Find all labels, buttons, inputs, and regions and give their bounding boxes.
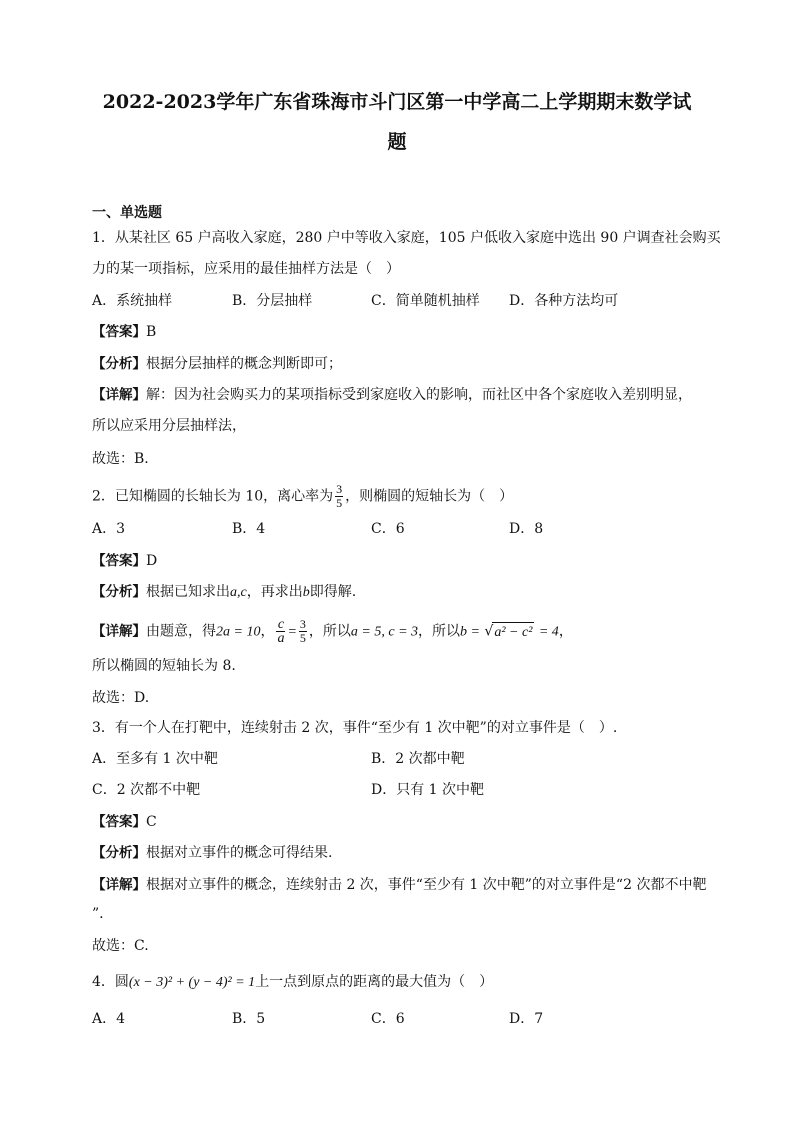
document-title (90, 82, 704, 162)
q2-option-b: B．4 (232, 521, 266, 537)
q1-stem-line-1: 1．从某社区 65 户高收入家庭，280 户中等收入家庭，105 户低收入家庭中选出 90 户调查社会购买 (92, 230, 721, 246)
detail-tag: 【详解】 (92, 877, 146, 893)
q4-option-b: B．5 (232, 1011, 266, 1027)
analysis-tag: 【分析】 (92, 584, 146, 600)
sqrt-content: a² − c² (492, 622, 534, 643)
q4-stem: 4．圆(x − 3)² + (y − 4)² = 1上一点到原点的距离的最大值为（ ） (92, 974, 494, 990)
title-line-2: 题 (387, 131, 407, 153)
q1-analysis (92, 354, 342, 374)
q1-detail-line-1 (92, 385, 692, 405)
q2-stem-b: ，则椭圆的短轴长为（ ） (345, 488, 514, 505)
answer-value: B (146, 324, 157, 340)
title-line-1: 2022-2023学年广东省珠海市斗门区第一中学高二上学期期末数学试 (102, 91, 692, 113)
q1-detail-line-2: 所以应采用分层抽样法， (92, 418, 246, 434)
circle-equation: (x − 3)² + (y − 4)² = 1 (128, 975, 256, 990)
q4-option-c: C．6 (371, 1011, 405, 1027)
q2-fraction: $\frac{3}{5}$ (336, 482, 343, 510)
q1-option-a: A．系统抽样 (92, 293, 173, 309)
fraction-c-over-a: $\frac{c}{a}$ (277, 617, 285, 646)
q3-option-b: B．2 次都中靶 (371, 751, 465, 767)
q1-option-b: B．分层抽样 (232, 293, 313, 309)
q2-stem-a: 2．已知椭圆的长轴长为 10，离心率为 (92, 488, 334, 505)
answer-tag: 【答案】 (92, 553, 146, 569)
q3-option-d: D．只有 1 次中靶 (371, 782, 485, 798)
analysis-text: 根据分层抽样的概念判断即可； (146, 356, 342, 372)
detail-tag: 【详解】 (92, 387, 146, 403)
q2-detail-line-1: 【详解】由题意，得2a = 10， $\frac{c}{a}$ = $\frac{3}{5}$ ，所以a = 5, c = 3，所以b = √a² − c² = 4， (92, 617, 573, 646)
analysis-tag: 【分析】 (92, 356, 146, 372)
math-b: b (302, 585, 310, 600)
fraction-3-over-5: $\frac{3}{5}$ (299, 617, 306, 645)
section-heading: 一、单选题 (92, 205, 162, 221)
answer-tag: 【答案】 (92, 814, 146, 830)
sqrt-sign: √ (484, 623, 494, 640)
q3-option-c: C．2 次都不中靶 (92, 782, 201, 798)
q2-option-c: C．6 (371, 521, 405, 537)
q3-option-a: A．至多有 1 次中靶 (92, 751, 218, 767)
q4-option-d: D．7 (509, 1011, 544, 1027)
q2-analysis: 【分析】根据已知求出a,c，再求出b即得解. (92, 584, 357, 600)
q1-option-d: D．各种方法均可 (509, 293, 619, 309)
answer-tag: 【答案】 (92, 324, 146, 340)
q2-stem (92, 483, 513, 510)
detail-text: 解：因为社会购买力的某项指标受到家庭收入的影响，而社区中各个家庭收入差别明显， (146, 387, 692, 403)
q1-answer (92, 322, 156, 342)
detail-tag: 【详解】 (92, 623, 146, 640)
q3-detail-line-1: 【详解】根据对立事件的概念，连续射击 2 次，事件“至少有 1 次中靶”的对立事件是“2 次都不中靶 (92, 877, 707, 893)
q3-detail-line-2: ”. (92, 906, 104, 922)
q3-choose: 故选：C. (92, 938, 149, 954)
q3-analysis: 【分析】根据对立事件的概念可得结果. (92, 845, 333, 861)
answer-value: D (146, 553, 158, 569)
q2-answer (92, 551, 157, 571)
q3-stem: 3．有一个人在打靶中，连续射击 2 次，事件“至少有 1 次中靶”的对立事件是（ ）. (92, 720, 618, 736)
q2-option-a: A．3 (92, 521, 126, 537)
answer-value: C (146, 814, 157, 830)
q2-detail-line-2: 所以椭圆的短轴长为 8. (92, 658, 236, 674)
q2-option-d: D．8 (509, 521, 544, 537)
q1-choose: 故选：B. (92, 451, 149, 467)
q2-choose: 故选：D. (92, 690, 150, 706)
analysis-tag: 【分析】 (92, 845, 146, 861)
q4-option-a: A．4 (92, 1011, 126, 1027)
q1-stem-line-2: 力的某一项指标，应采用的最佳抽样方法是（ ） (92, 261, 400, 277)
math-ac: a,c (230, 585, 247, 600)
q1-option-c: C．简单随机抽样 (371, 293, 480, 309)
q3-answer (92, 812, 157, 832)
